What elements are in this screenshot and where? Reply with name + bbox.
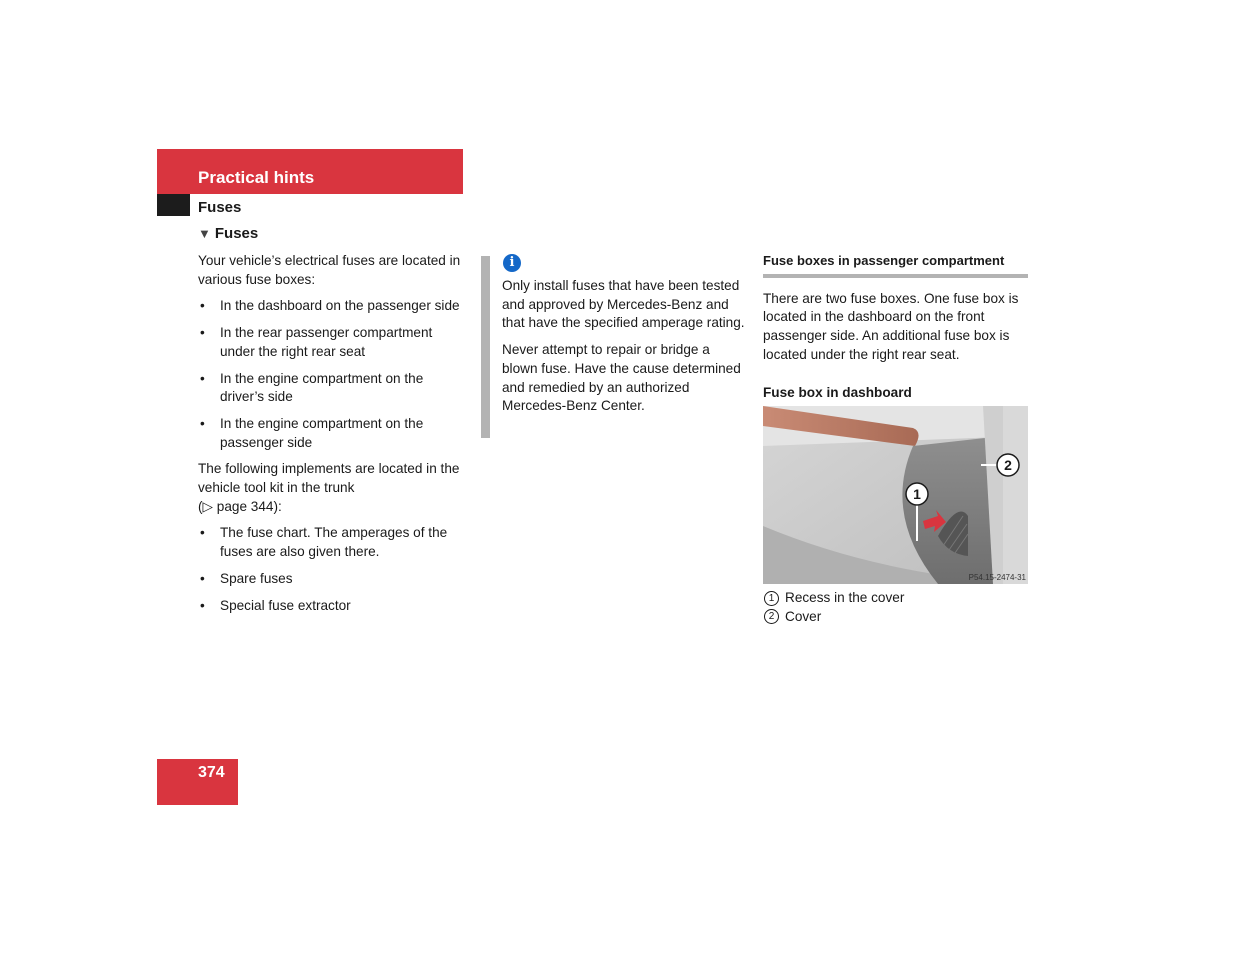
page-number: 374 — [198, 764, 225, 781]
photo-legend — [764, 589, 904, 626]
intro-text: Your vehicle’s electrical fuses are located in various fuse boxes: — [198, 253, 461, 287]
fuse-box-photo — [763, 406, 1028, 584]
toolkit-list — [198, 524, 466, 615]
info-paragraph: Never attempt to repair or bridge a blown fuse. Have the cause determined and remedied by an authorized Mercedes-Benz Center. — [502, 342, 741, 414]
image-code: P54.15-2474-31 — [968, 573, 1026, 582]
list-item: • The fuse chart. The amperages of the fuses are also given there. — [198, 524, 466, 561]
fuse-location-list — [198, 297, 466, 452]
callout-2: 2 — [1004, 457, 1012, 473]
list-item: • In the engine compartment on the passenger side — [198, 415, 466, 452]
subsection-marker — [157, 194, 190, 216]
page-reference-link[interactable]: (▷ page 344): — [198, 498, 282, 514]
info-paragraph: Only install fuses that have been tested and approved by Mercedes-Benz and that have the specified amperage rating. — [502, 278, 745, 331]
main-column — [198, 252, 466, 623]
list-item: • In the rear passenger compartment under the right rear seat — [198, 324, 466, 361]
page-heading-text: Fuses — [214, 225, 259, 242]
triangle-down-icon: ▼ — [198, 226, 211, 241]
page-heading — [198, 225, 258, 242]
list-item: • In the engine compartment on the driver’s side — [198, 370, 466, 407]
right-column — [763, 252, 1031, 402]
info-icon: i — [503, 254, 521, 272]
fuse-box-dashboard-heading: Fuse box in dashboard — [763, 384, 912, 400]
fuse-boxes-body: There are two fuse boxes. One fuse box is located in the dashboard on the front passenger side. An additional fuse box is located under the right rear seat. — [763, 290, 1019, 362]
info-sidebar-rule — [481, 256, 490, 438]
section-title: Practical hints — [198, 168, 315, 187]
page-number-box — [157, 759, 238, 805]
list-item: • Special fuse extractor — [198, 597, 466, 616]
legend-number: 1 — [764, 591, 779, 606]
subsection-title: Fuses — [198, 199, 242, 216]
list-item: • In the dashboard on the passenger side — [198, 297, 466, 316]
legend-label: Recess in the cover — [785, 590, 905, 605]
fuse-boxes-title: Fuse boxes in passenger compartment — [763, 252, 1028, 278]
info-column — [502, 277, 748, 424]
legend-item — [764, 589, 904, 608]
legend-number: 2 — [764, 609, 779, 624]
callout-1: 1 — [913, 486, 921, 502]
list-item: • Spare fuses — [198, 570, 466, 589]
toolkit-intro-text: The following implements are located in the vehicle tool kit in the trunk — [198, 461, 460, 496]
dashboard-illustration — [763, 406, 1028, 584]
section-header-bar — [157, 149, 463, 194]
toolkit-intro — [198, 460, 466, 516]
legend-label: Cover — [785, 608, 822, 624]
legend-item — [764, 608, 904, 627]
